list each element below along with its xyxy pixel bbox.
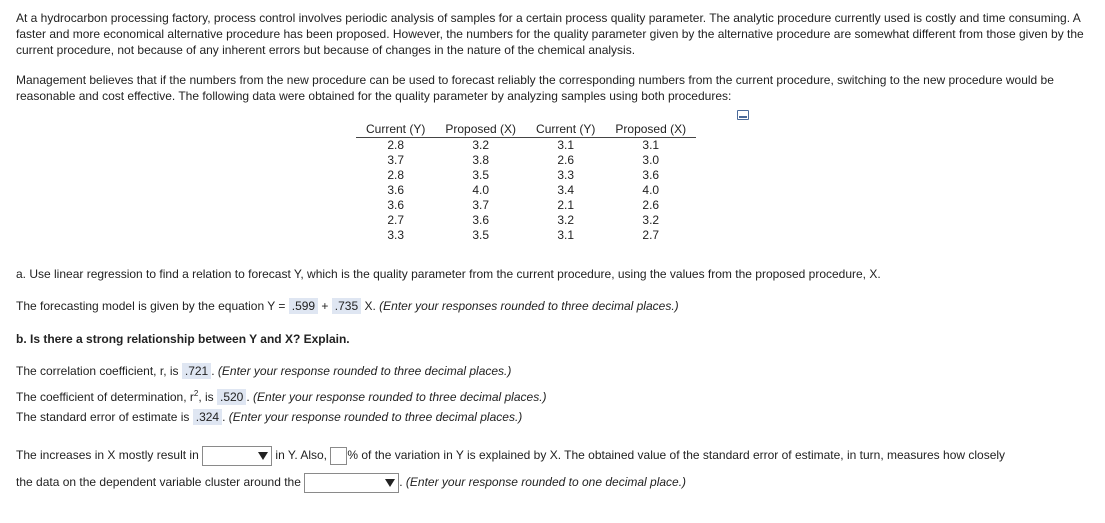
table-cell: 3.8 <box>472 153 490 167</box>
table-row <box>356 138 696 154</box>
table-cell: 4.0 <box>472 183 490 197</box>
fill1-text-c: % of the variation in Y is explained by X. The obtained value of the standard error of estimate, in turn, measures how closely <box>347 448 1006 463</box>
col-header: Current (Y) <box>526 122 605 138</box>
chevron-down-icon <box>258 452 268 460</box>
fill2-text-a: the data on the dependent variable cluster around the <box>16 475 305 490</box>
table-cell: 4.0 <box>642 183 660 197</box>
table-cell: 2.1 <box>557 198 575 212</box>
col-header: Proposed (X) <box>435 122 526 138</box>
table-cell: 3.5 <box>472 228 490 242</box>
table-cell: 3.7 <box>472 198 490 212</box>
increase-decrease-dropdown[interactable] <box>202 446 272 466</box>
standard-error-answer[interactable]: .324 <box>193 409 222 425</box>
data-table <box>356 122 696 243</box>
fill2-text-b: . <box>399 475 406 490</box>
equation-prefix: The forecasting model is given by the equation Y = <box>16 299 289 313</box>
table-cell: 3.1 <box>557 228 575 242</box>
standard-error-line: The standard error of estimate is .324 . (Enter your response rounded to three decimal places.) <box>16 410 523 424</box>
table-cell: 3.6 <box>387 198 405 212</box>
correlation-answer[interactable]: .721 <box>182 363 211 379</box>
intercept-answer[interactable]: .599 <box>289 298 318 314</box>
standard-error-instruction: (Enter your response rounded to three decimal places.) <box>228 410 523 424</box>
correlation-line: The correlation coefficient, r, is .721 . (Enter your response rounded to three decimal places.) <box>16 364 512 378</box>
equation-x: X. <box>361 299 380 313</box>
col-header: Current (Y) <box>356 122 435 138</box>
table-cell: 2.7 <box>387 213 405 227</box>
table-cell: 2.6 <box>642 198 660 212</box>
standard-error-prefix: The standard error of estimate is <box>16 410 193 424</box>
table-cell: 3.6 <box>387 183 405 197</box>
table-cell: 3.2 <box>557 213 575 227</box>
table-cell: 3.2 <box>642 213 660 227</box>
fill-in-line-2 <box>16 473 686 493</box>
fill1-text-a: The increases in X mostly result in <box>16 448 203 463</box>
table-cell: 3.0 <box>642 153 660 167</box>
table-row <box>356 198 696 213</box>
table-cell: 3.7 <box>387 153 405 167</box>
equation-instruction: (Enter your responses rounded to three decimal places.) <box>379 299 679 313</box>
chevron-down-icon <box>385 479 395 487</box>
table-cell: 2.7 <box>642 228 660 242</box>
table-cell: 2.8 <box>387 138 405 152</box>
table-row <box>356 168 696 183</box>
table-row <box>356 183 696 198</box>
intro-paragraph-2: Management believes that if the numbers from the new procedure can be used to forecast reliably the corresponding numbers from the current procedure, switching to the new procedure would be reasonable and cost effective. The following data were obtained for the quality parameter by analyzing samples using both procedures: <box>16 73 1054 103</box>
fill1-text-b: in Y. Also, <box>272 448 331 463</box>
table-cell: 3.6 <box>472 213 490 227</box>
correlation-prefix: The correlation coefficient, r, is <box>16 364 182 378</box>
table-row <box>356 153 696 168</box>
determination-is: , is <box>198 390 217 404</box>
table-cell: 3.3 <box>557 168 575 182</box>
table-cell: 3.1 <box>642 138 660 152</box>
correlation-instruction: (Enter your response rounded to three decimal places.) <box>217 364 512 378</box>
intro-paragraph-1: At a hydrocarbon processing factory, process control involves periodic analysis of samples for a certain process quality parameter. The analytic procedure currently used is costly and time consuming. A faster and more economical alternative procedure has been proposed. However, the numbers for the quality parameter given by the alternative procedure are somewhat different from those given by the current procedure, not because of any inherent errors but because of changes in the nature of the chemical analysis. <box>16 11 1084 57</box>
table-row <box>356 228 696 243</box>
table-row <box>356 213 696 228</box>
percent-variation-input[interactable] <box>330 447 347 465</box>
determination-instruction: (Enter your response rounded to three decimal places.) <box>253 390 547 404</box>
determination-answer[interactable]: .520 <box>217 389 246 405</box>
part-b-question: b. Is there a strong relationship between Y and X? Explain. <box>16 332 350 346</box>
fill2-instruction: (Enter your response rounded to one decimal place.) <box>405 475 687 490</box>
table-cell: 3.4 <box>557 183 575 197</box>
squared-superscript: 2 <box>193 389 199 398</box>
table-cell: 3.6 <box>642 168 660 182</box>
table-cell: 3.3 <box>387 228 405 242</box>
determination-prefix: The coefficient of determination, r <box>16 390 194 404</box>
table-cell: 2.6 <box>557 153 575 167</box>
table-cell: 3.1 <box>557 138 575 152</box>
regression-equation-line <box>16 298 679 314</box>
fill-in-line-1 <box>16 446 1005 466</box>
slope-answer[interactable]: .735 <box>332 298 361 314</box>
part-a-question: a. Use linear regression to find a relation to forecast Y, which is the quality parameter from the current procedure, using the values from the proposed procedure, X. <box>16 267 881 281</box>
col-header: Proposed (X) <box>605 122 696 138</box>
plus-sign: + <box>318 299 332 313</box>
table-cell: 2.8 <box>387 168 405 182</box>
table-cell: 3.2 <box>472 138 490 152</box>
determination-line: The coefficient of determination, $r^2$, is .520 . (Enter your response rounded to three decimal places.) <box>16 389 547 404</box>
table-cell: 3.5 <box>472 168 490 182</box>
cluster-around-dropdown[interactable] <box>304 473 399 493</box>
copy-data-icon[interactable] <box>737 110 749 120</box>
